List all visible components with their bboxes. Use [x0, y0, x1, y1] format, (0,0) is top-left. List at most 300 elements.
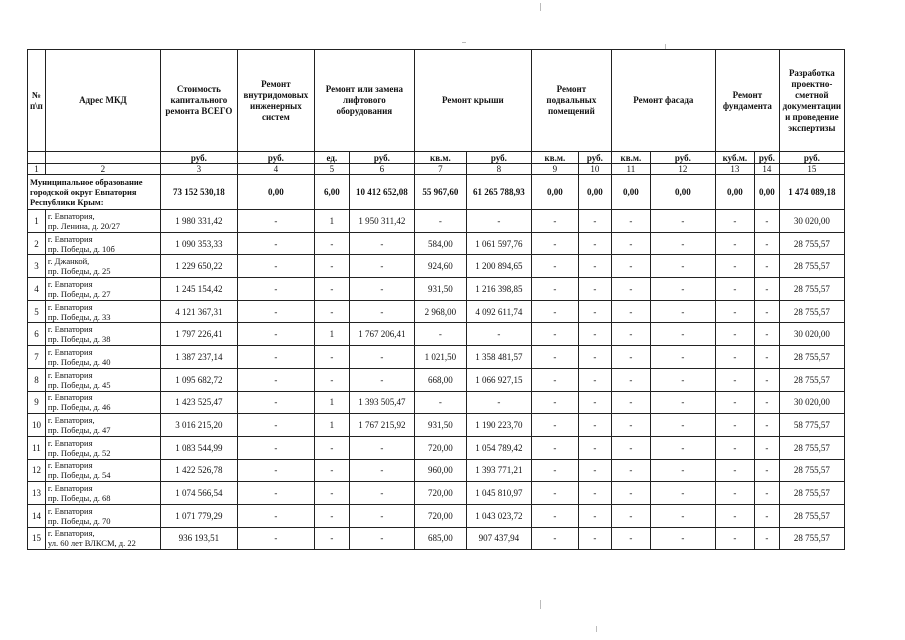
empty-dash-cell: -	[578, 436, 611, 459]
value-cell: 28 755,57	[779, 346, 844, 369]
value-cell: 1 245 154,42	[160, 278, 237, 301]
total-value: 73 152 530,18	[160, 175, 237, 210]
empty-dash-cell: -	[237, 255, 314, 278]
empty-dash-cell: -	[237, 391, 314, 414]
table-row	[28, 232, 845, 255]
header-design: Разработка проектно-сметной документации и проведение экспертизы	[779, 50, 844, 152]
total-value: 55 967,60	[414, 175, 466, 210]
empty-dash-cell: -	[715, 300, 754, 323]
value-cell: 1 021,50	[414, 346, 466, 369]
unit-cell: руб.	[237, 152, 314, 164]
header-elevator: Ремонт или замена лифтового оборудования	[314, 50, 414, 152]
empty-dash-cell: -	[349, 504, 414, 527]
empty-dash-cell: -	[611, 300, 650, 323]
header-total: Стоимость капитального ремонта ВСЕГО	[160, 50, 237, 152]
value-cell: 1 393 771,21	[466, 459, 531, 482]
empty-dash-cell: -	[754, 527, 779, 550]
column-number: 12	[650, 164, 715, 175]
empty-dash-cell: -	[754, 414, 779, 437]
row-number: 1	[28, 210, 46, 233]
table-row	[28, 482, 845, 505]
value-cell: 28 755,57	[779, 527, 844, 550]
value-cell: 924,60	[414, 255, 466, 278]
header-engineering: Ремонт внутридомовых инженерных систем	[237, 50, 314, 152]
unit-cell: кв.м.	[531, 152, 578, 164]
column-number: 6	[349, 164, 414, 175]
column-number: 15	[779, 164, 844, 175]
empty-dash-cell: -	[611, 368, 650, 391]
unit-cell: руб.	[754, 152, 779, 164]
empty-dash-cell: -	[349, 368, 414, 391]
empty-dash-cell: -	[715, 232, 754, 255]
value-cell: 30 020,00	[779, 391, 844, 414]
empty-dash-cell: -	[237, 504, 314, 527]
empty-dash-cell: -	[349, 255, 414, 278]
value-cell: 584,00	[414, 232, 466, 255]
empty-dash-cell: -	[531, 278, 578, 301]
empty-dash-cell: -	[650, 459, 715, 482]
empty-dash-cell: -	[414, 323, 466, 346]
empty-dash-cell: -	[715, 255, 754, 278]
scan-speck	[665, 44, 666, 49]
value-cell: 28 755,57	[779, 255, 844, 278]
empty-dash-cell: -	[531, 232, 578, 255]
header-basement: Ремонт подвальных помещений	[531, 50, 611, 152]
empty-dash-cell: -	[715, 504, 754, 527]
value-cell: 1 200 894,65	[466, 255, 531, 278]
value-cell: 1 083 544,99	[160, 436, 237, 459]
row-number: 8	[28, 368, 46, 391]
value-cell: 1	[314, 323, 349, 346]
empty-dash-cell: -	[754, 482, 779, 505]
empty-dash-cell: -	[611, 391, 650, 414]
row-number: 14	[28, 504, 46, 527]
header-facade: Ремонт фасада	[611, 50, 715, 152]
empty-dash-cell: -	[578, 482, 611, 505]
capital-repair-table	[27, 49, 845, 550]
empty-dash-cell: -	[578, 346, 611, 369]
value-cell: 28 755,57	[779, 232, 844, 255]
empty-dash-cell: -	[531, 504, 578, 527]
total-value: 0,00	[578, 175, 611, 210]
column-number: 2	[45, 164, 160, 175]
value-cell: 1 045 810,97	[466, 482, 531, 505]
empty-dash-cell: -	[531, 323, 578, 346]
row-number: 9	[28, 391, 46, 414]
empty-dash-cell: -	[650, 527, 715, 550]
empty-dash-cell: -	[531, 255, 578, 278]
empty-dash-cell: -	[611, 414, 650, 437]
header-address: Адрес МКД	[45, 50, 160, 152]
empty-dash-cell: -	[314, 527, 349, 550]
empty-dash-cell: -	[578, 300, 611, 323]
column-number: 10	[578, 164, 611, 175]
empty-dash-cell: -	[754, 278, 779, 301]
empty-dash-cell: -	[754, 255, 779, 278]
empty-dash-cell: -	[531, 527, 578, 550]
empty-dash-cell: -	[349, 436, 414, 459]
empty-dash-cell: -	[314, 255, 349, 278]
row-number: 6	[28, 323, 46, 346]
empty-dash-cell: -	[349, 482, 414, 505]
empty-dash-cell: -	[578, 391, 611, 414]
empty-dash-cell: -	[349, 278, 414, 301]
address-cell: г. Евпатория пр. Победы, д. 68	[45, 482, 160, 505]
empty-dash-cell: -	[611, 210, 650, 233]
value-cell: 720,00	[414, 482, 466, 505]
empty-dash-cell: -	[715, 368, 754, 391]
value-cell: 1 393 505,47	[349, 391, 414, 414]
value-cell: 1 797 226,41	[160, 323, 237, 346]
value-cell: 685,00	[414, 527, 466, 550]
row-number: 5	[28, 300, 46, 323]
value-cell: 58 775,57	[779, 414, 844, 437]
empty-dash-cell: -	[349, 346, 414, 369]
total-row	[28, 175, 845, 210]
empty-dash-cell: -	[754, 232, 779, 255]
empty-dash-cell: -	[237, 346, 314, 369]
column-number: 13	[715, 164, 754, 175]
table-row	[28, 527, 845, 550]
value-cell: 1 066 927,15	[466, 368, 531, 391]
total-value: 0,00	[611, 175, 650, 210]
empty-dash-cell: -	[237, 459, 314, 482]
value-cell: 720,00	[414, 436, 466, 459]
empty-dash-cell: -	[611, 232, 650, 255]
empty-dash-cell: -	[650, 255, 715, 278]
value-cell: 1 767 206,41	[349, 323, 414, 346]
units-cell-blank	[45, 152, 160, 164]
total-value: 0,00	[237, 175, 314, 210]
address-cell: г. Евпатория пр. Победы, д. 33	[45, 300, 160, 323]
value-cell: 668,00	[414, 368, 466, 391]
unit-cell: руб.	[160, 152, 237, 164]
empty-dash-cell: -	[414, 391, 466, 414]
empty-dash-cell: -	[611, 436, 650, 459]
empty-dash-cell: -	[754, 210, 779, 233]
address-cell: г. Евпатория, пр. Победы, д. 47	[45, 414, 160, 437]
value-cell: 30 020,00	[779, 323, 844, 346]
scan-speck	[540, 3, 541, 11]
empty-dash-cell: -	[578, 323, 611, 346]
empty-dash-cell: -	[466, 323, 531, 346]
empty-dash-cell: -	[578, 459, 611, 482]
empty-dash-cell: -	[715, 210, 754, 233]
value-cell: 30 020,00	[779, 210, 844, 233]
empty-dash-cell: -	[650, 210, 715, 233]
row-number: 2	[28, 232, 46, 255]
value-cell: 1 358 481,57	[466, 346, 531, 369]
empty-dash-cell: -	[715, 436, 754, 459]
empty-dash-cell: -	[314, 278, 349, 301]
column-number: 9	[531, 164, 578, 175]
header-foundation: Ремонт фундамента	[715, 50, 779, 152]
unit-cell: руб.	[578, 152, 611, 164]
value-cell: 1	[314, 391, 349, 414]
empty-dash-cell: -	[237, 210, 314, 233]
empty-dash-cell: -	[314, 504, 349, 527]
column-number: 8	[466, 164, 531, 175]
empty-dash-cell: -	[611, 323, 650, 346]
column-number: 3	[160, 164, 237, 175]
empty-dash-cell: -	[531, 300, 578, 323]
empty-dash-cell: -	[611, 504, 650, 527]
empty-dash-cell: -	[531, 482, 578, 505]
empty-dash-cell: -	[715, 346, 754, 369]
address-cell: г. Евпатория пр. Победы, д. 38	[45, 323, 160, 346]
empty-dash-cell: -	[314, 300, 349, 323]
total-value: 6,00	[314, 175, 349, 210]
total-value: 10 412 652,08	[349, 175, 414, 210]
empty-dash-cell: -	[650, 346, 715, 369]
empty-dash-cell: -	[314, 368, 349, 391]
address-cell: г. Евпатория пр. Победы, д. 54	[45, 459, 160, 482]
table-row	[28, 436, 845, 459]
value-cell: 936 193,51	[160, 527, 237, 550]
empty-dash-cell: -	[611, 255, 650, 278]
address-cell: г. Джанкой, пр. Победы, д. 25	[45, 255, 160, 278]
table-row	[28, 323, 845, 346]
empty-dash-cell: -	[754, 346, 779, 369]
row-number: 12	[28, 459, 46, 482]
empty-dash-cell: -	[349, 527, 414, 550]
empty-dash-cell: -	[578, 368, 611, 391]
value-cell: 28 755,57	[779, 300, 844, 323]
empty-dash-cell: -	[314, 232, 349, 255]
table-row	[28, 414, 845, 437]
address-cell: г. Евпатория пр. Победы, д. 45	[45, 368, 160, 391]
empty-dash-cell: -	[314, 346, 349, 369]
value-cell: 1 767 215,92	[349, 414, 414, 437]
row-number: 15	[28, 527, 46, 550]
table-row	[28, 346, 845, 369]
empty-dash-cell: -	[611, 482, 650, 505]
row-number: 3	[28, 255, 46, 278]
empty-dash-cell: -	[715, 278, 754, 301]
empty-dash-cell: -	[349, 232, 414, 255]
empty-dash-cell: -	[650, 436, 715, 459]
value-cell: 1 071 779,29	[160, 504, 237, 527]
empty-dash-cell: -	[314, 459, 349, 482]
header-roof: Ремонт крыши	[414, 50, 531, 152]
value-cell: 720,00	[414, 504, 466, 527]
table-row	[28, 300, 845, 323]
empty-dash-cell: -	[578, 255, 611, 278]
unit-cell: руб.	[650, 152, 715, 164]
row-number: 7	[28, 346, 46, 369]
value-cell: 907 437,94	[466, 527, 531, 550]
empty-dash-cell: -	[650, 323, 715, 346]
value-cell: 1 054 789,42	[466, 436, 531, 459]
address-cell: г. Евпатория пр. Победы, д. 70	[45, 504, 160, 527]
value-cell: 931,50	[414, 414, 466, 437]
empty-dash-cell: -	[466, 210, 531, 233]
unit-cell: кв.м.	[611, 152, 650, 164]
empty-dash-cell: -	[349, 459, 414, 482]
empty-dash-cell: -	[715, 323, 754, 346]
empty-dash-cell: -	[650, 391, 715, 414]
row-number: 10	[28, 414, 46, 437]
unit-cell: руб.	[349, 152, 414, 164]
column-number: 5	[314, 164, 349, 175]
empty-dash-cell: -	[531, 346, 578, 369]
unit-cell: руб.	[779, 152, 844, 164]
header-row	[28, 50, 845, 152]
empty-dash-cell: -	[650, 232, 715, 255]
empty-dash-cell: -	[414, 210, 466, 233]
value-cell: 3 016 215,20	[160, 414, 237, 437]
value-cell: 1 190 223,70	[466, 414, 531, 437]
unit-cell: куб.м.	[715, 152, 754, 164]
column-number-row	[28, 164, 845, 175]
table-row	[28, 210, 845, 233]
column-number: 14	[754, 164, 779, 175]
empty-dash-cell: -	[237, 300, 314, 323]
empty-dash-cell: -	[578, 210, 611, 233]
table-row	[28, 368, 845, 391]
empty-dash-cell: -	[349, 300, 414, 323]
empty-dash-cell: -	[531, 368, 578, 391]
value-cell: 28 755,57	[779, 368, 844, 391]
empty-dash-cell: -	[466, 391, 531, 414]
header-no: № п\п	[28, 50, 46, 152]
total-value: 0,00	[650, 175, 715, 210]
empty-dash-cell: -	[715, 459, 754, 482]
unit-cell: ед.	[314, 152, 349, 164]
empty-dash-cell: -	[578, 414, 611, 437]
value-cell: 4 092 611,74	[466, 300, 531, 323]
empty-dash-cell: -	[237, 482, 314, 505]
units-cell-blank	[28, 152, 46, 164]
value-cell: 1 061 597,76	[466, 232, 531, 255]
empty-dash-cell: -	[531, 459, 578, 482]
value-cell: 1 422 526,78	[160, 459, 237, 482]
empty-dash-cell: -	[531, 436, 578, 459]
empty-dash-cell: -	[611, 459, 650, 482]
empty-dash-cell: -	[611, 527, 650, 550]
value-cell: 1 043 023,72	[466, 504, 531, 527]
row-number: 11	[28, 436, 46, 459]
value-cell: 28 755,57	[779, 504, 844, 527]
unit-cell: кв.м.	[414, 152, 466, 164]
address-cell: г. Евпатория пр. Победы, д. 10б	[45, 232, 160, 255]
empty-dash-cell: -	[715, 414, 754, 437]
total-value: 0,00	[754, 175, 779, 210]
total-label: Муниципальное образование городской округ Евпатория Республики Крым:	[28, 175, 161, 210]
address-cell: г. Евпатория, ул. 60 лет ВЛКСМ, д. 22	[45, 527, 160, 550]
column-number: 11	[611, 164, 650, 175]
empty-dash-cell: -	[531, 414, 578, 437]
empty-dash-cell: -	[754, 368, 779, 391]
empty-dash-cell: -	[754, 391, 779, 414]
value-cell: 28 755,57	[779, 482, 844, 505]
empty-dash-cell: -	[715, 391, 754, 414]
empty-dash-cell: -	[754, 323, 779, 346]
empty-dash-cell: -	[578, 504, 611, 527]
row-number: 4	[28, 278, 46, 301]
empty-dash-cell: -	[754, 504, 779, 527]
value-cell: 1 095 682,72	[160, 368, 237, 391]
table-row	[28, 255, 845, 278]
units-row	[28, 152, 845, 164]
value-cell: 1 074 566,54	[160, 482, 237, 505]
value-cell: 1 950 311,42	[349, 210, 414, 233]
empty-dash-cell: -	[578, 527, 611, 550]
value-cell: 1 387 237,14	[160, 346, 237, 369]
value-cell: 960,00	[414, 459, 466, 482]
empty-dash-cell: -	[650, 504, 715, 527]
empty-dash-cell: -	[578, 278, 611, 301]
table-row	[28, 504, 845, 527]
empty-dash-cell: -	[715, 482, 754, 505]
empty-dash-cell: -	[237, 527, 314, 550]
scan-speck	[462, 42, 466, 43]
total-value: 1 474 089,18	[779, 175, 844, 210]
total-value: 61 265 788,93	[466, 175, 531, 210]
address-cell: г. Евпатория пр. Победы, д. 27	[45, 278, 160, 301]
unit-cell: руб.	[466, 152, 531, 164]
table-row	[28, 278, 845, 301]
column-number: 1	[28, 164, 46, 175]
empty-dash-cell: -	[237, 278, 314, 301]
column-number: 7	[414, 164, 466, 175]
value-cell: 1 216 398,85	[466, 278, 531, 301]
value-cell: 2 968,00	[414, 300, 466, 323]
empty-dash-cell: -	[611, 278, 650, 301]
value-cell: 4 121 367,31	[160, 300, 237, 323]
empty-dash-cell: -	[611, 346, 650, 369]
address-cell: г. Евпатория, пр. Ленина, д. 20/27	[45, 210, 160, 233]
value-cell: 28 755,57	[779, 459, 844, 482]
empty-dash-cell: -	[237, 436, 314, 459]
value-cell: 1	[314, 210, 349, 233]
empty-dash-cell: -	[237, 232, 314, 255]
empty-dash-cell: -	[754, 436, 779, 459]
empty-dash-cell: -	[531, 210, 578, 233]
empty-dash-cell: -	[237, 414, 314, 437]
empty-dash-cell: -	[650, 368, 715, 391]
table-row	[28, 459, 845, 482]
value-cell: 1 980 331,42	[160, 210, 237, 233]
empty-dash-cell: -	[531, 391, 578, 414]
empty-dash-cell: -	[650, 482, 715, 505]
value-cell: 1	[314, 414, 349, 437]
value-cell: 931,50	[414, 278, 466, 301]
empty-dash-cell: -	[578, 232, 611, 255]
value-cell: 1 423 525,47	[160, 391, 237, 414]
address-cell: г. Евпатория пр. Победы, д. 40	[45, 346, 160, 369]
empty-dash-cell: -	[314, 436, 349, 459]
empty-dash-cell: -	[715, 527, 754, 550]
address-cell: г. Евпатория пр. Победы, д. 46	[45, 391, 160, 414]
value-cell: 28 755,57	[779, 278, 844, 301]
empty-dash-cell: -	[650, 300, 715, 323]
column-number: 4	[237, 164, 314, 175]
total-value: 0,00	[715, 175, 754, 210]
value-cell: 1 229 650,22	[160, 255, 237, 278]
address-cell: г. Евпатория пр. Победы, д. 52	[45, 436, 160, 459]
row-number: 13	[28, 482, 46, 505]
scan-speck	[540, 600, 541, 609]
table-row	[28, 391, 845, 414]
empty-dash-cell: -	[754, 300, 779, 323]
empty-dash-cell: -	[650, 414, 715, 437]
empty-dash-cell: -	[237, 323, 314, 346]
scan-speck	[596, 626, 597, 632]
value-cell: 1 090 353,33	[160, 232, 237, 255]
empty-dash-cell: -	[650, 278, 715, 301]
total-value: 0,00	[531, 175, 578, 210]
